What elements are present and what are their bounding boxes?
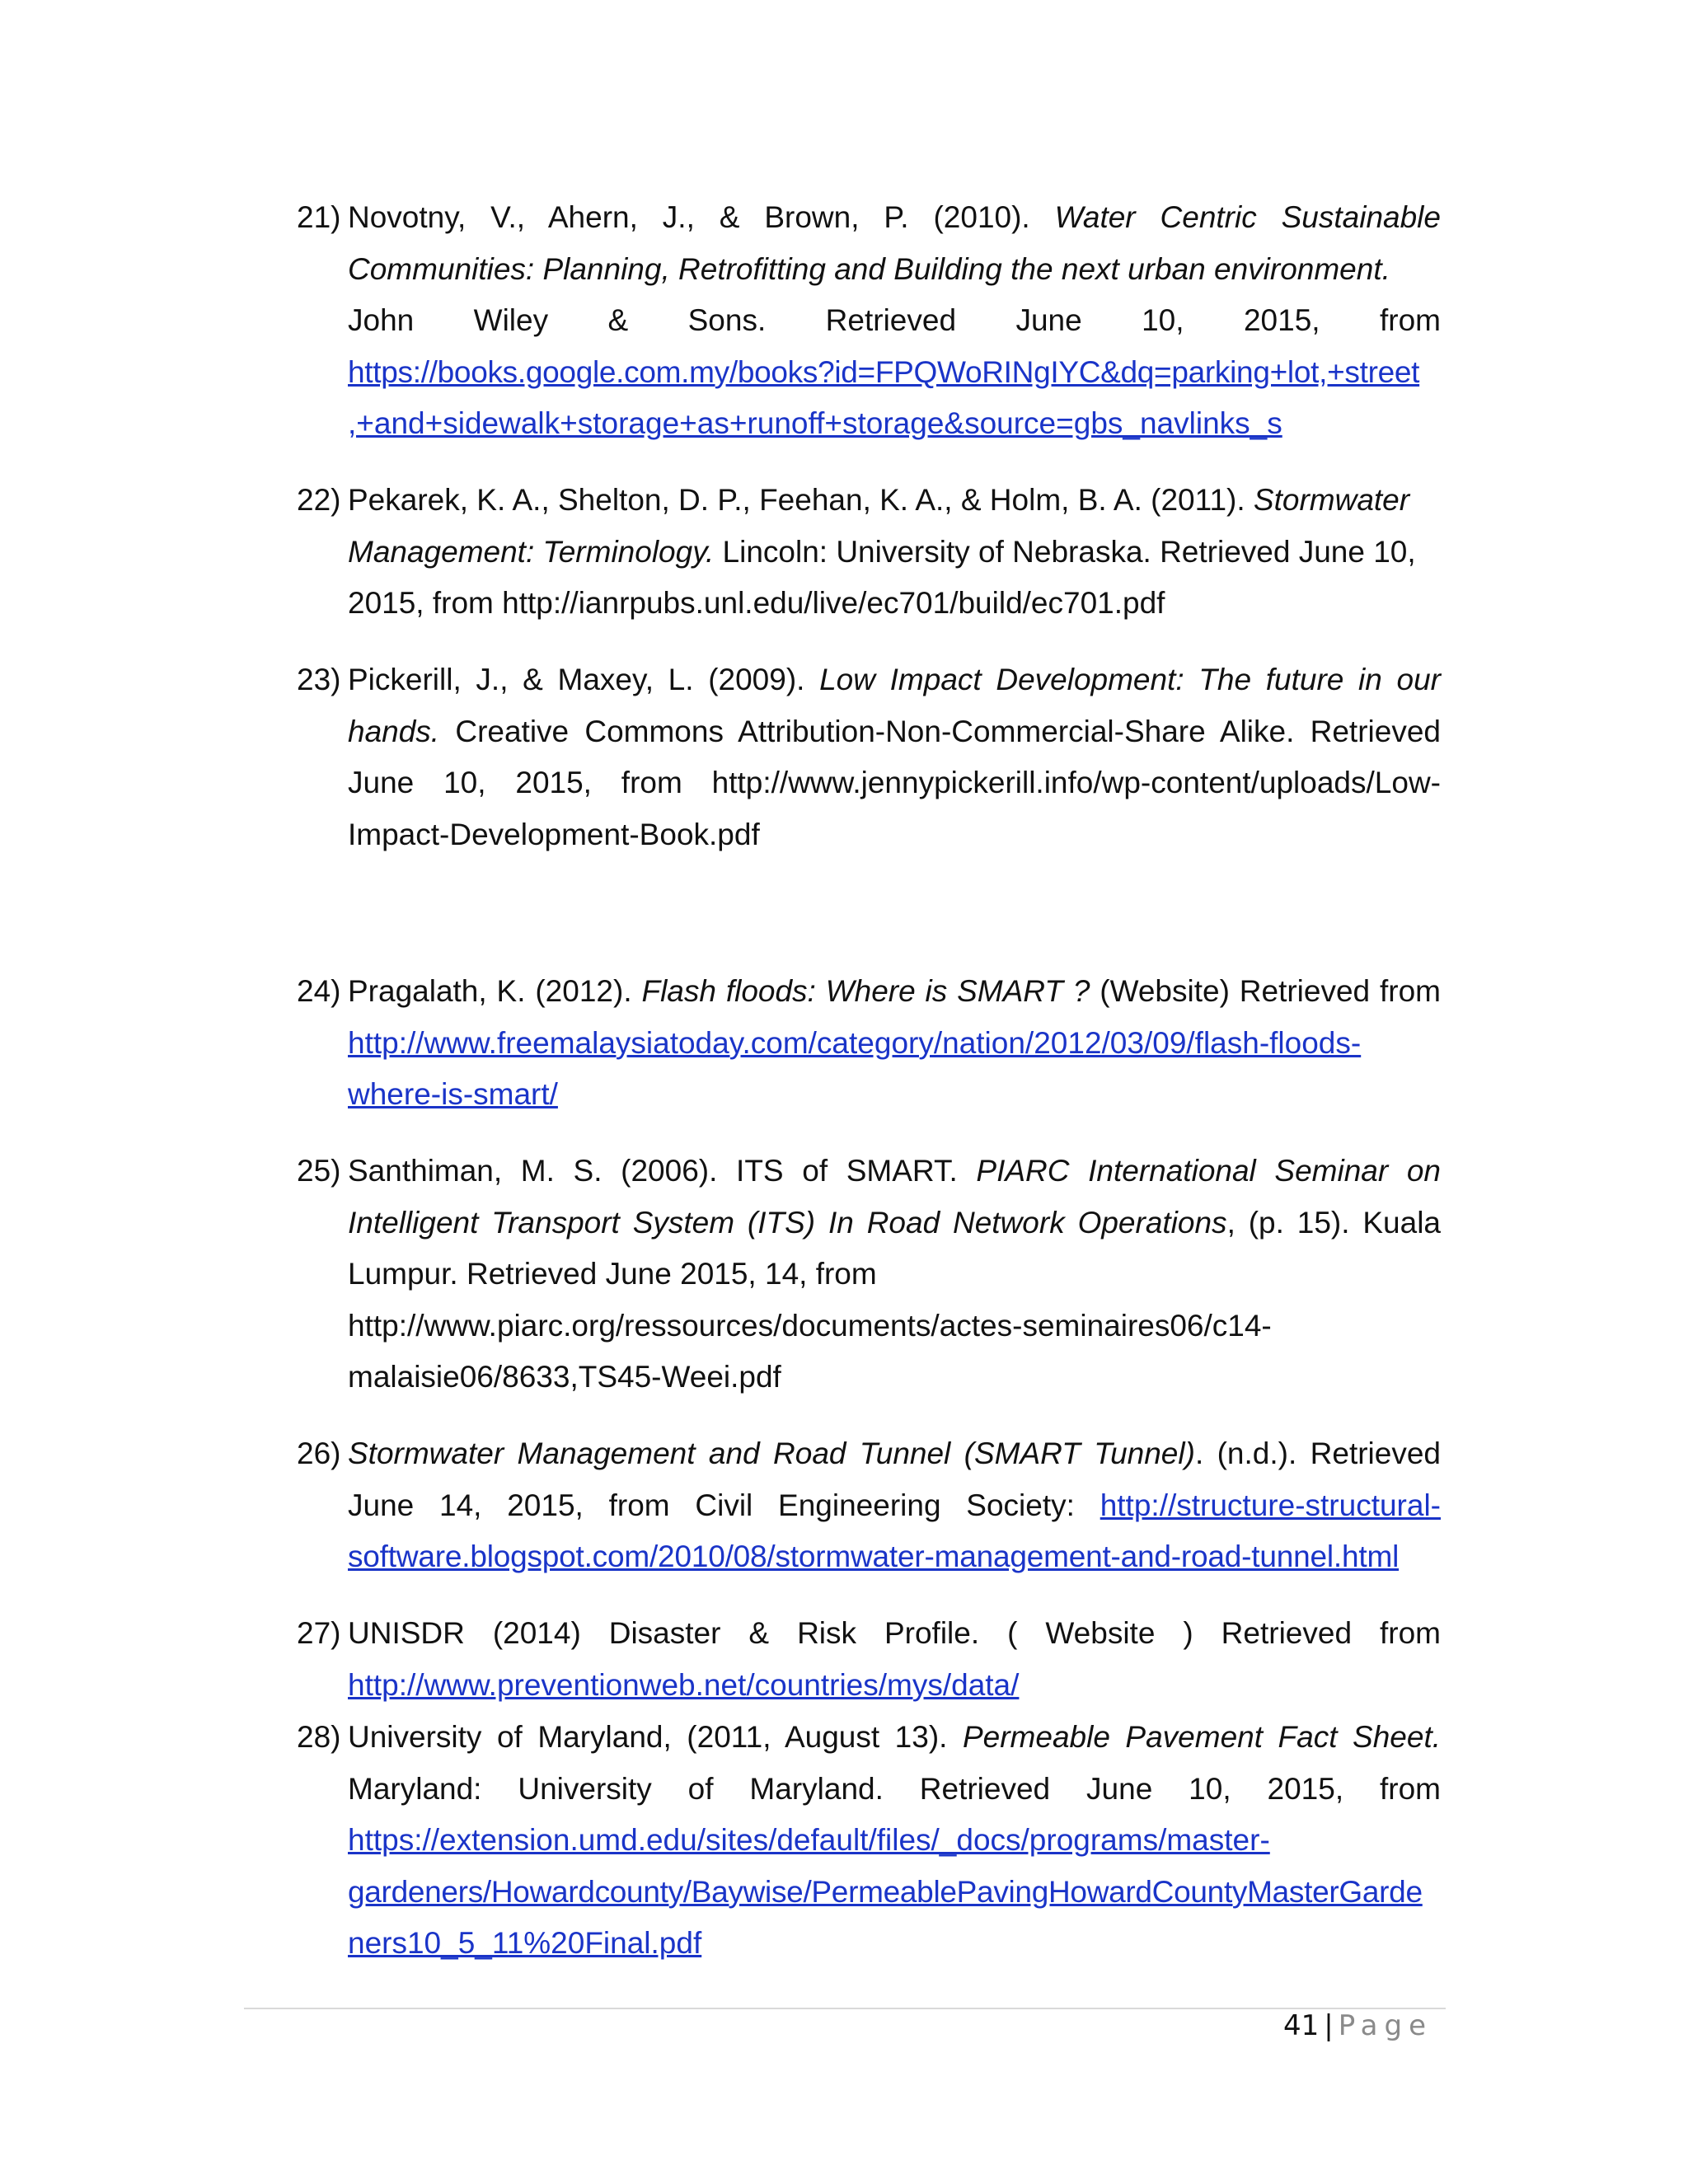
reference-authors: Novotny, V., Ahern, J., & Brown, P. (2010).: [348, 200, 1055, 234]
reference-link[interactable]: http://www.preventionweb.net/countries/mys/data/: [348, 1667, 1020, 1702]
reference-retrieval: . (n.d.). Retrieved June 14, 2015, from Civil Engineering Society:: [348, 1436, 1441, 1522]
reference-number: 25): [297, 1154, 341, 1188]
reference-number: 26): [297, 1436, 341, 1470]
reference-number: 24): [297, 974, 341, 1008]
reference-link-continued[interactable]: software.blogspot.com/2010/08/stormwater-management-and-road-tunnel.html: [348, 1540, 1400, 1573]
reference-link[interactable]: https://books.google.com.my/books?id=FPQWoRINgIYC&dq=parking+lot,+street: [348, 354, 1420, 389]
reference-25: [297, 1146, 1441, 1404]
footer-divider: [244, 2008, 1446, 2009]
reference-retrieval: Creative Commons Attribution-Non-Commercial-Share Alike. Retrieved June 10, 2015, from http://www.jennypickerill.info/wp-content/uploads/Low-Impact-Development-Book.pdf: [348, 714, 1441, 851]
reference-link-continued[interactable]: where-is-smart/: [348, 1077, 558, 1111]
reference-authors: Pragalath, K. (2012).: [348, 974, 642, 1008]
reference-title: Stormwater Management: Terminology.: [348, 483, 1410, 569]
reference-28: [297, 1712, 1441, 1970]
reference-url: http://www.piarc.org/ressources/documents/actes-seminaires06/c14-: [348, 1308, 1272, 1343]
reference-26: [297, 1428, 1441, 1583]
reference-link-continued[interactable]: gardeners/Howardcounty/Baywise/PermeablePavingHowardCountyMasterGarde: [348, 1874, 1423, 1909]
page-label: Page: [1338, 2009, 1432, 2042]
reference-23: [297, 654, 1441, 860]
reference-title: Flash floods: Where is SMART ?: [641, 974, 1090, 1008]
reference-retrieval: (Website) Retrieved from: [1090, 974, 1441, 1008]
footer-separator: |: [1324, 2009, 1334, 2042]
reference-24: [297, 966, 1441, 1121]
reference-link[interactable]: http://structure-structural-: [1100, 1488, 1441, 1522]
reference-number: 21): [297, 200, 341, 234]
reference-retrieval: John Wiley & Sons. Retrieved June 10, 2015, from: [348, 303, 1441, 337]
reference-title: Water Centric Sustainable Communities: Planning, Retrofitting and Building the next urban environment.: [348, 200, 1441, 286]
reference-link[interactable]: https://extension.umd.edu/sites/default/files/_docs/programs/master-: [348, 1823, 1270, 1857]
page-footer: [1283, 2009, 1432, 2042]
reference-number: 28): [297, 1720, 341, 1754]
reference-title: Low Impact Development: The future in our hands.: [348, 663, 1441, 748]
page-number: 41: [1282, 2009, 1320, 2042]
reference-27: [297, 1608, 1441, 1711]
reference-link-continued[interactable]: ,+and+sidewalk+storage+as+runoff+storage&source=gbs_navlinks_s: [348, 406, 1282, 440]
reference-link[interactable]: http://www.freemalaysiatoday.com/category/nation/2012/03/09/flash-floods-: [348, 1025, 1362, 1060]
reference-title: Permeable Pavement Fact Sheet.: [962, 1720, 1441, 1754]
reference-number: 22): [297, 483, 341, 517]
reference-number: 27): [297, 1616, 341, 1650]
reference-title: Stormwater Management and Road Tunnel (SMART Tunnel): [348, 1436, 1195, 1470]
reference-retrieval: Lincoln: University of Nebraska. Retrieved June 10, 2015, from http://ianrpubs.unl.edu/live/ec701/build/ec701.pdf: [348, 534, 1416, 620]
reference-authors: Pekarek, K. A., Shelton, D. P., Feehan, K. A., & Holm, B. A. (2011).: [348, 483, 1254, 517]
reference-22: [297, 475, 1441, 630]
reference-authors: Pickerill, J., & Maxey, L. (2009).: [348, 663, 820, 696]
reference-authors: University of Maryland, (2011, August 13).: [348, 1720, 963, 1754]
reference-number: 23): [297, 663, 341, 696]
reference-url-continued: malaisie06/8633,TS45-Weei.pdf: [348, 1360, 781, 1394]
reference-retrieval: , (p. 15). Kuala Lumpur. Retrieved June 2015, 14, from: [348, 1205, 1441, 1291]
reference-authors: Santhiman, M. S. (2006). ITS of SMART.: [348, 1154, 977, 1188]
reference-link-end[interactable]: ners10_5_11%20Final.pdf: [348, 1926, 702, 1960]
reference-text: UNISDR (2014) Disaster & Risk Profile. ( Website ) Retrieved from: [348, 1616, 1441, 1650]
reference-title: PIARC International Seminar on Intelligent Transport System (ITS) In Road Network Operations: [348, 1154, 1441, 1240]
reference-21: [297, 192, 1441, 450]
reference-retrieval: Maryland: University of Maryland. Retrieved June 10, 2015, from: [348, 1771, 1441, 1806]
